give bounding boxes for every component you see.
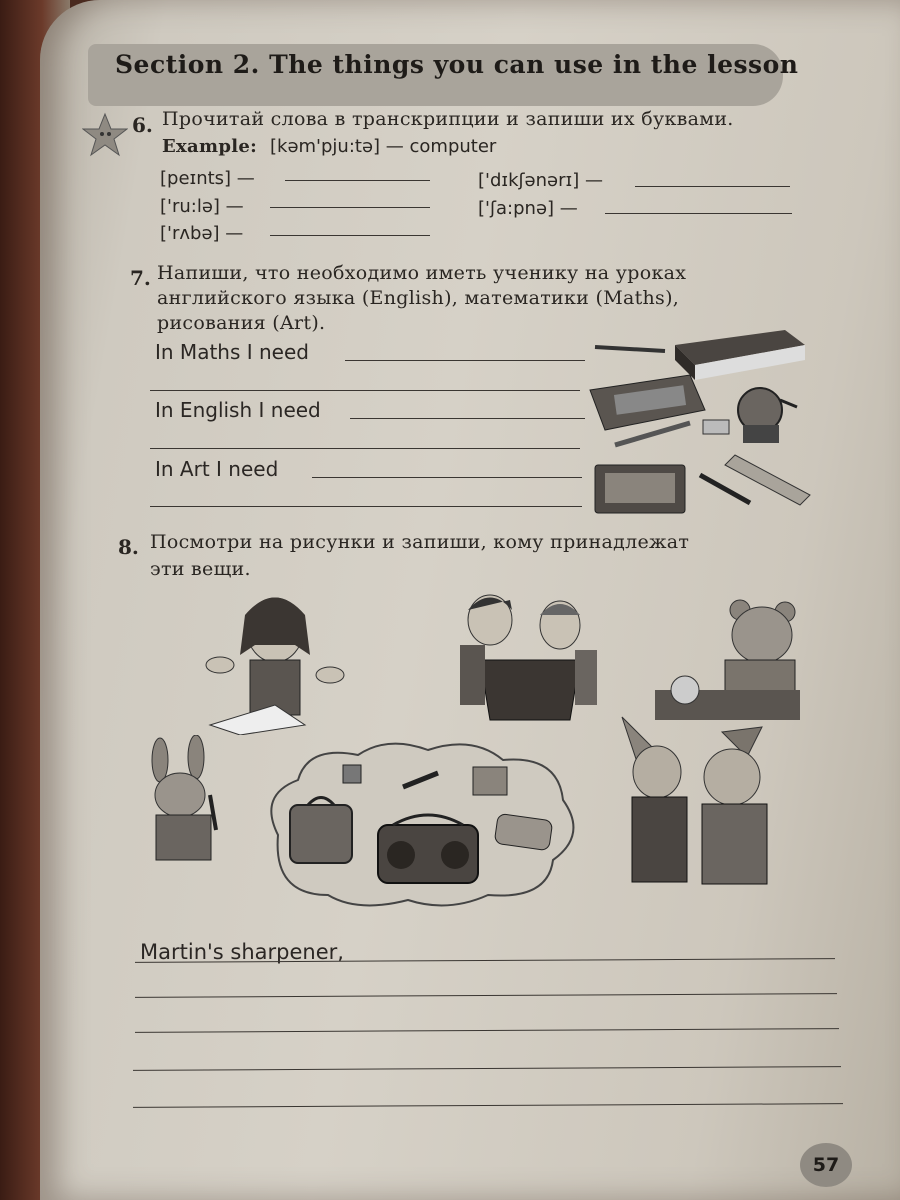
answer-line[interactable] xyxy=(285,180,430,181)
task6-example-text: [kəm'pju:tə] — computer xyxy=(270,136,497,157)
sharpener-icon xyxy=(343,765,361,783)
answer-line[interactable] xyxy=(150,506,582,507)
task7-number: 7. xyxy=(130,266,151,290)
task6-instruction: Прочитай слова в транскрипции и запиши их буквами. xyxy=(162,108,734,130)
answer-line[interactable] xyxy=(635,186,790,187)
prompt-english: In English I need xyxy=(155,398,321,422)
task6-word: [peɪnts] — xyxy=(160,168,255,189)
pen-icon xyxy=(595,347,665,351)
star-icon xyxy=(82,112,128,158)
tape-recorder-icon xyxy=(378,815,478,883)
school-supplies-illustration xyxy=(585,325,815,520)
rabbit-illustration xyxy=(138,735,233,865)
task8-instruction-line2: эти вещи. xyxy=(150,558,251,580)
answer-line[interactable] xyxy=(350,418,585,419)
answer-line[interactable] xyxy=(270,235,430,236)
task7-instruction-line1: Напиши, что необходимо иметь ученику на уроках xyxy=(157,262,687,284)
task7-instruction-line3: рисования (Art). xyxy=(157,312,326,334)
answer-line[interactable] xyxy=(605,213,792,214)
task8-answer-start: Martin's sharpener, xyxy=(140,940,344,964)
rubber-icon xyxy=(703,420,729,434)
thought-cloud xyxy=(258,735,583,910)
prompt-art: In Art I need xyxy=(155,457,279,481)
task8-instruction-line1: Посмотри на рисунки и запиши, кому принадлежат xyxy=(150,531,690,553)
two-boys-illustration xyxy=(435,585,605,725)
task6-word: ['dɪkʃənərɪ] — xyxy=(478,170,603,191)
answer-line[interactable] xyxy=(312,477,582,478)
section-title: Section 2. The things you can use in the lesson xyxy=(115,50,799,79)
answer-line[interactable] xyxy=(270,207,430,208)
task6-word: ['rʌbə] — xyxy=(160,223,244,244)
answer-line[interactable] xyxy=(150,390,580,391)
task7-instruction-line2: английского языка (English), математики (Maths), xyxy=(157,287,680,309)
answer-line[interactable] xyxy=(345,360,585,361)
gnomes-illustration xyxy=(612,712,787,892)
bear-illustration xyxy=(655,590,800,720)
pencil-icon xyxy=(615,423,690,445)
schoolbag-icon xyxy=(290,798,352,864)
task6-example-label: Example: xyxy=(162,136,258,157)
task6-word: ['ru:lə] — xyxy=(160,196,244,217)
page-number: 57 xyxy=(800,1143,852,1187)
task6-word: ['ʃa:pnə] — xyxy=(478,198,578,219)
fountain-pen-icon xyxy=(700,475,750,503)
pencil-case-icon xyxy=(595,465,685,513)
answer-line[interactable] xyxy=(150,448,580,449)
prompt-maths: In Maths I need xyxy=(155,340,309,364)
paints-box-icon xyxy=(473,767,507,795)
dictionary-icon xyxy=(675,330,805,380)
task6-number: 6. xyxy=(132,113,153,137)
sharpener-icon xyxy=(738,388,797,443)
girl-illustration xyxy=(195,585,355,735)
task8-number: 8. xyxy=(118,535,139,559)
